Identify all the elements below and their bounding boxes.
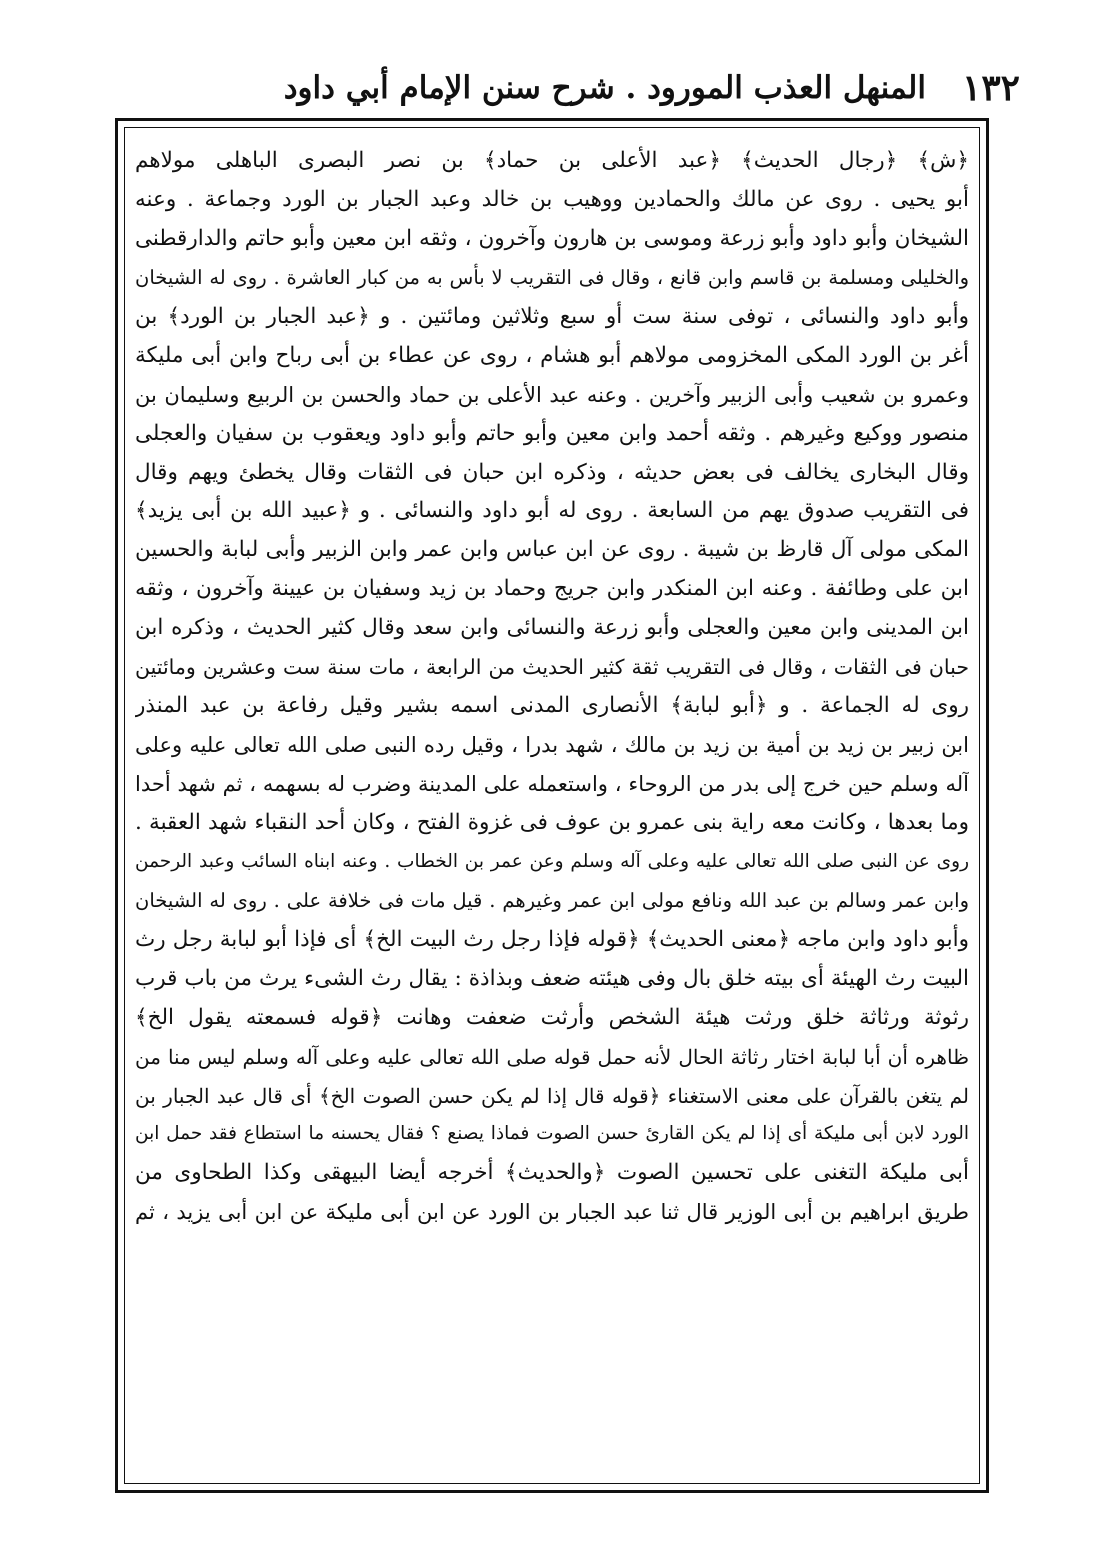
page-header — [100, 58, 1020, 118]
text-line: ابن على وطائفة . وعنه ابن المنكدر وابن جريج وحماد بن زيد وسفيان بن عيينة وآخرون ، وثقه — [135, 576, 969, 602]
text-line: الورد لابن أبى مليكة أى إذا لم يكن القارئ حسن الصوت فماذا يصنع ؟ فقال يحسنه ما استطاع فقد حمل ابن — [135, 1123, 969, 1145]
text-line: أغر بن الورد المكى المخزومى مولاهم أبو هشام ، روى عن عطاء بن أبى رباح وابن أبى مليكة — [135, 342, 969, 368]
text-line: منصور ووكيع وغيرهم . وثقه أحمد وابن معين وأبو حاتم وأبو داود ويعقوب بن سفيان والعجلى — [135, 420, 969, 446]
page-frame — [115, 118, 989, 1493]
text-line: وما بعدها ، وكانت معه راية بنى عمرو بن عوف فى غزوة الفتح ، وكان أحد النقباء شهد العقبة . — [135, 809, 969, 835]
text-line: المكى مولى آل قارظ بن شيبة . روى عن ابن عباس وابن عمر وابن الزبير وأبى لبابة والحسين — [135, 537, 969, 563]
text-line: لم يتغن بالقرآن على معنى الاستغناء ﴿قوله قال إذا لم يكن حسن الصوت الخ﴾ أى قال عبد الجبار بن — [135, 1083, 969, 1108]
page-number: ١٣٢ — [961, 67, 1020, 109]
text-line: وقال البخارى يخالف فى بعض حديثه ، وذكره ابن حبان فى الثقات وقال يخطئ ويهم وقال — [135, 459, 969, 485]
text-line: ابن زبير بن زيد بن أمية بن زيد بن مالك ، شهد بدرا ، وقيل رده النبى صلى الله تعالى عليه وعلى — [135, 733, 969, 758]
running-title: المنهل العذب المورود . شرح سنن الإمام أبي داود — [283, 70, 926, 106]
text-line: البيت رث الهيئة أى بيته خلق بال وفى هيئته ضعف وبذاذة : يقال رث الشىء يرث من باب قرب — [135, 965, 969, 991]
commentary-text — [135, 142, 969, 1232]
text-line: وعمرو بن شعيب وأبى الزبير وآخرين . وعنه عبد الأعلى بن حماد والحسن بن الربيع وسليمان بن — [135, 382, 969, 407]
text-line: ابن المدينى وابن معين والعجلى وأبو زرعة والنسائى وابن سعد وقال كثير الحديث ، وذكره ابن — [135, 615, 969, 641]
text-line: حبان فى الثقات ، وقال فى التقريب ثقة كثير الحديث من الرابعة ، مات سنة ست وعشرين ومائتين — [135, 655, 969, 680]
text-line: أبى مليكة التغنى على تحسين الصوت ﴿والحديث﴾ أخرجه أيضا البيهقى وكذا الطحاوى من — [135, 1160, 969, 1186]
text-line: والخليلى ومسلمة بن قاسم وابن قانع ، وقال فى التقريب لا بأس به من كبار العاشرة . روى له الشيخان — [135, 265, 969, 289]
text-line: ظاهره أن أبا لبابة اختار رثاثة الحال لأنه حمل قوله صلى الله تعالى عليه وعلى آله وسلم ليس منا من — [135, 1044, 969, 1069]
text-line: آله وسلم حين خرج إلى بدر من الروحاء ، واستعمله على المدينة وضرب له بسهمه ، ثم شهد أحدا — [135, 772, 969, 796]
text-line: وأبو داود وابن ماجه ﴿معنى الحديث﴾ ﴿قوله فإذا رجل رث البيت الخ﴾ أى فإذا أبو لبابة رجل رث — [135, 926, 969, 952]
text-line: روى عن النبى صلى الله تعالى عليه وعلى آله وسلم وعن عمر بن الخطاب . وعنه ابناه السائب وعبد الرحمن — [135, 850, 969, 872]
page-inner-frame — [124, 127, 980, 1484]
text-line: وابن عمر وسالم بن عبد الله ونافع مولى ابن عمر وغيرهم . قيل مات فى خلافة على . روى له الشيخان — [135, 888, 969, 912]
text-line: فى التقريب صدوق يهم من السابعة . روى له أبو داود والنسائى . و ﴿عبيد الله بن أبى يزيد﴾ — [135, 498, 969, 524]
text-line: وأبو داود والنسائى ، توفى سنة ست أو سبع وثلاثين ومائتين . و ﴿عبد الجبار بن الورد﴾ بن — [135, 303, 969, 329]
text-line: طريق ابراهيم بن أبى الوزير قال ثنا عبد الجبار بن الورد عن ابن أبى مليكة عن ابن أبى يزيد ، ثم — [135, 1200, 969, 1225]
text-line: رثوثة ورثاثة خلق ورثت هيئة الشخص وأرثت ضعفت وهانت ﴿قوله فسمعته يقول الخ﴾ — [135, 1004, 969, 1030]
text-line: ﴿ش﴾ ﴿رجال الحديث﴾ ﴿عبد الأعلى بن حماد﴾ بن نصر البصرى الباهلى مولاهم — [135, 148, 969, 173]
text-line: أبو يحيى . روى عن مالك والحمادين ووهيب بن خالد وعبد الجبار بن الورد وجماعة . وعنه — [135, 186, 969, 212]
text-line: الشيخان وأبو داود وأبو زرعة وموسى بن هارون وآخرون ، وثقه ابن معين وأبو حاتم والدارقطنى — [135, 225, 969, 251]
text-line: روى له الجماعة . و ﴿أبو لبابة﴾ الأنصارى المدنى اسمه بشير وقيل رفاعة بن عبد المنذر — [135, 693, 969, 719]
